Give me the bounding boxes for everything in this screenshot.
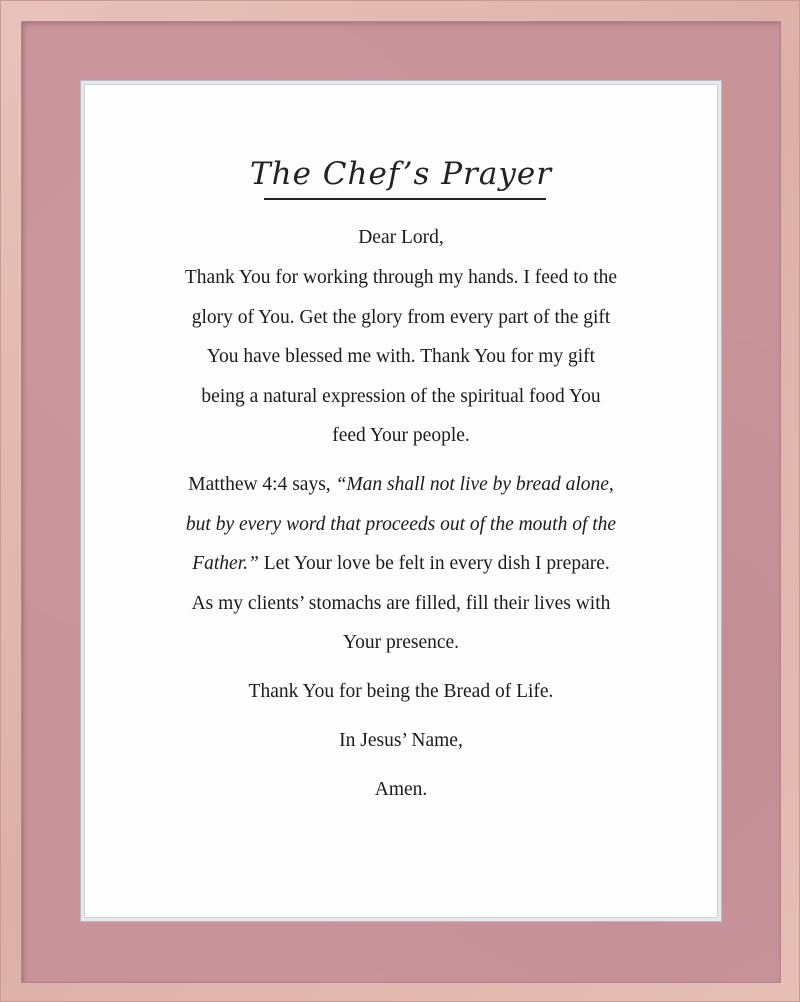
paragraph-line: As my clients’ stomachs are filled, fill their lives with xyxy=(191,592,611,614)
scripture-line xyxy=(84,544,718,584)
in-name-line: In Jesus’ Name, xyxy=(339,730,463,751)
amen xyxy=(84,770,718,810)
paragraph-line: feed Your people. xyxy=(332,425,470,446)
paragraph-line: Your presence. xyxy=(342,632,460,653)
paragraph-line: You have blessed me with. Thank You for my gift xyxy=(206,346,596,367)
bread-of-life-line xyxy=(84,672,718,712)
scripture-quote: but by every word that proceeds out of the mouth of the xyxy=(185,513,617,535)
paragraph-line: glory of You. Get the glory from every part of the gift xyxy=(191,306,611,328)
paragraph-line: being a natural expression of the spiritual food You xyxy=(201,385,601,407)
scripture-quote: “Man shall not live by bread alone, xyxy=(335,474,614,495)
scripture-quote: Father.” xyxy=(192,553,259,574)
paragraph-scripture xyxy=(84,465,718,663)
greeting xyxy=(84,218,718,258)
paragraph-line: Thank You for working through my hands. I feed to the xyxy=(184,267,618,288)
scripture-reference: Matthew 4:4 says, xyxy=(188,474,336,495)
paragraph-gratitude xyxy=(84,258,718,456)
scripture-line xyxy=(84,465,718,505)
paragraph-text: Let Your love be felt in every dish I prepare. xyxy=(258,553,610,574)
in-jesus-name xyxy=(84,721,718,761)
closing-line: Amen. xyxy=(374,779,428,800)
prayer-paper xyxy=(81,81,721,921)
greeting-line: Dear Lord, xyxy=(358,227,444,248)
thanks-line: Thank You for being the Bread of Life. xyxy=(248,681,554,702)
prayer-title: The Chef’s Prayer xyxy=(249,156,553,192)
title-underline xyxy=(264,198,546,200)
